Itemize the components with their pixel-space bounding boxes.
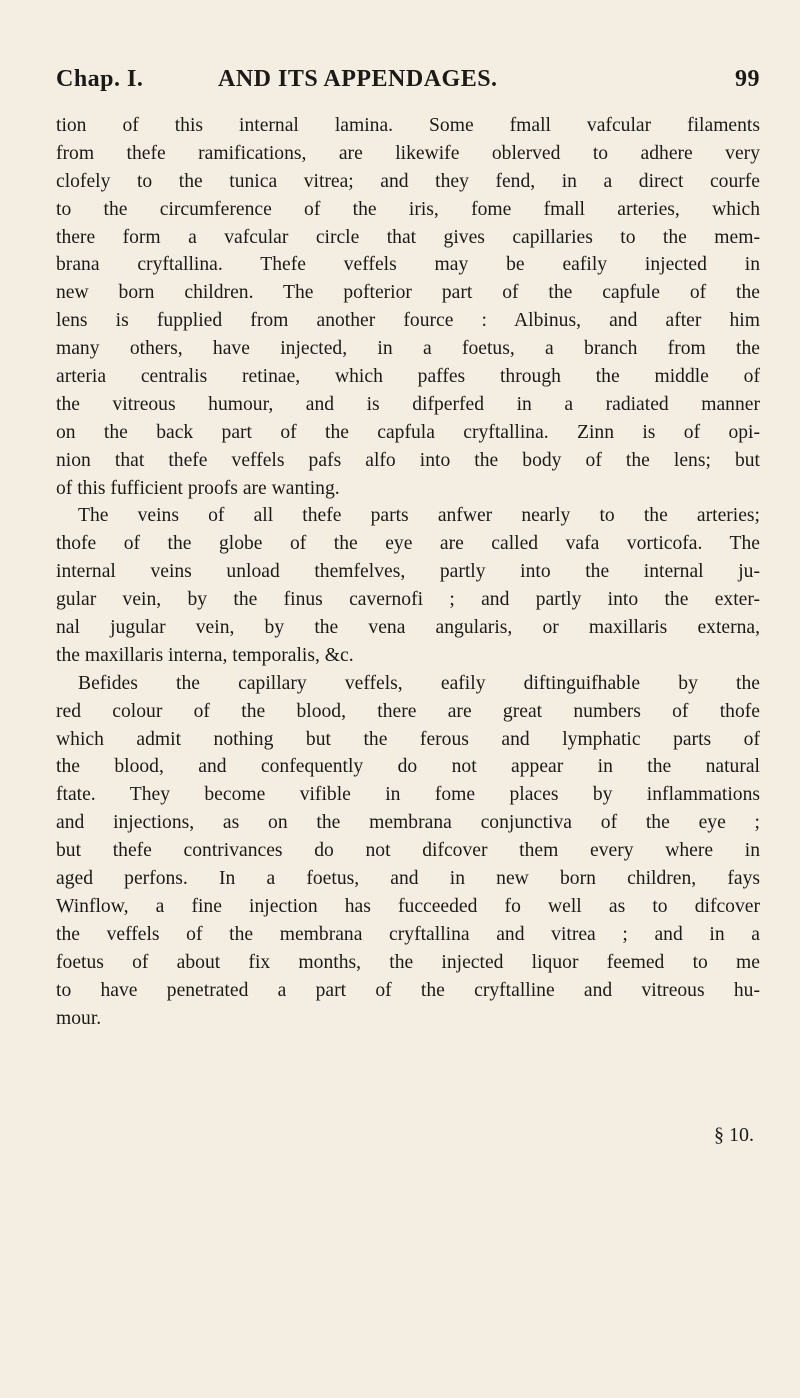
paragraph — [56, 502, 760, 669]
text-line: foetus of about fix months, the injected liquor feemed to me — [56, 951, 760, 973]
text-line: the veffels of the membrana cryftallina and vitrea ; and in a — [56, 923, 760, 945]
catchword: § 10. — [714, 1124, 754, 1146]
text-line: internal veins unload themfelves, partly into the internal ju- — [56, 561, 760, 583]
text-line: the maxillaris interna, temporalis, &c. — [56, 644, 354, 666]
text-line: and injections, as on the membrana conjunctiva of the eye ; — [56, 812, 760, 834]
text-line: nal jugular vein, by the vena angularis, or maxillaris externa, — [56, 617, 760, 639]
text-line: the vitreous humour, and is difperfed in a radiated manner — [56, 393, 760, 415]
text-line: clofely to the tunica vitrea; and they fend, in a direct courfe — [56, 170, 760, 192]
text-line: Winflow, a fine injection has fucceeded fo well as to difcover — [56, 895, 760, 917]
text-line: but thefe contrivances do not difcover them every where in — [56, 840, 760, 862]
text-line: tion of this internal lamina. Some fmall vafcular filaments — [56, 115, 760, 136]
text-line: lens is fupplied from another fource : Albinus, and after him — [56, 310, 760, 332]
paragraph — [56, 112, 760, 502]
text-line: of this fufficient proofs are wanting. — [56, 477, 340, 499]
body-text — [56, 112, 760, 1032]
running-header — [56, 66, 760, 100]
text-line: the blood, and confequently do not appear in the natural — [56, 756, 760, 778]
text-line: brana cryftallina. Thefe veffels may be eafily injected in — [56, 254, 760, 276]
text-line: red colour of the blood, there are great numbers of thofe — [56, 700, 760, 722]
text-line: arteria centralis retinae, which paffes through the middle of — [56, 366, 760, 388]
text-line: mour. — [56, 1007, 102, 1029]
text-line: The veins of all thefe parts anfwer nearly to the arteries; — [78, 505, 760, 527]
text-line: which admit nothing but the ferous and lymphatic parts of — [56, 728, 760, 750]
text-line: thofe of the globe of the eye are called vafa vorticofa. The — [56, 533, 760, 555]
text-line: new born children. The pofterior part of the capfule of the — [56, 282, 760, 304]
paragraph — [56, 670, 760, 1033]
text-line: Befides the capillary veffels, eafily diftinguifhable by the — [78, 672, 760, 694]
text-line: on the back part of the capfula cryftallina. Zinn is of opi- — [56, 421, 760, 443]
text-line: nion that thefe veffels pafs alfo into the body of the lens; but — [56, 449, 760, 471]
text-line: from thefe ramifications, are likewife oblerved to adhere very — [56, 142, 760, 164]
text-line: there form a vafcular circle that gives capillaries to the mem- — [56, 226, 760, 248]
text-line: ftate. They become vifible in fome places by inflammations — [56, 784, 760, 806]
chapter-label: Chap. I. — [56, 66, 144, 92]
text-line: many others, have injected, in a foetus, a branch from the — [56, 338, 760, 360]
text-line: to have penetrated a part of the cryftalline and vitreous hu- — [56, 979, 760, 1001]
text-line: aged perfons. In a foetus, and in new born children, fays — [56, 868, 760, 890]
text-line: gular vein, by the finus cavernofi ; and partly into the exter- — [56, 589, 760, 611]
page-number: 99 — [735, 66, 760, 92]
text-line: to the circumference of the iris, fome fmall arteries, which — [56, 198, 760, 220]
running-title: AND ITS APPENDAGES. — [218, 66, 498, 92]
